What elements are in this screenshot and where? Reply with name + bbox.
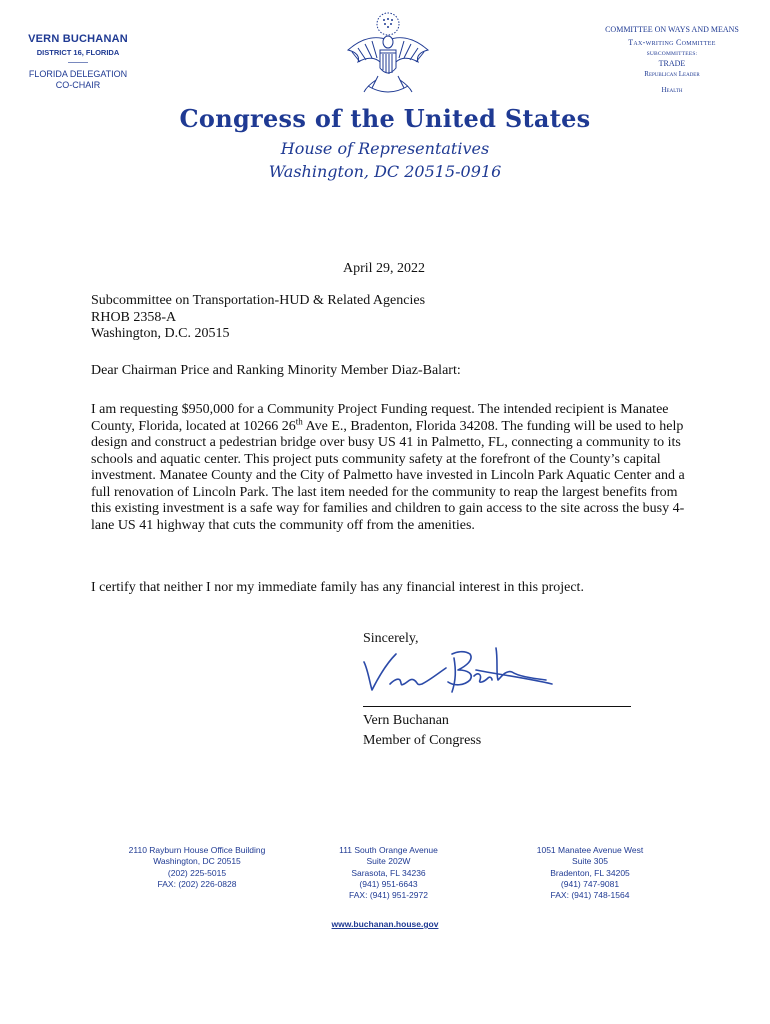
district-label: DISTRICT 16, FLORIDA [36, 48, 120, 57]
footer-line: 111 South Orange Avenue [339, 845, 438, 855]
subcommittee-trade: TRADE [658, 59, 686, 68]
footer-line: FAX: (941) 951-2972 [349, 890, 428, 901]
website-link[interactable]: www.buchanan.house.gov [331, 919, 439, 929]
footer-line: Suite 202W [366, 856, 411, 867]
recipient-line: Washington, D.C. 20515 [91, 326, 230, 341]
signer-title: Member of Congress [363, 733, 482, 748]
footer-line: (941) 747-9081 [560, 878, 620, 889]
subcommittee-health: Health [661, 86, 683, 94]
footer-office-washington [112, 845, 282, 890]
footer-line: (941) 951-6643 [359, 878, 418, 889]
footer-line: FAX: (941) 748-1564 [550, 890, 630, 901]
footer-line: (202) 225-5015 [167, 867, 227, 878]
footer-line: 1051 Manatee Avenue West [536, 845, 644, 855]
committee-name: COMMITTEE ON WAYS AND MEANS [605, 25, 739, 34]
delegation-line-1: FLORIDA DELEGATION [28, 69, 128, 79]
footer-line: Washington, DC 20515 [153, 856, 241, 867]
salutation: Dear Chairman Price and Ranking Minority Member Diaz-Balart: [91, 363, 461, 378]
request-paragraph [91, 402, 691, 534]
footer-office-sarasota [316, 845, 461, 901]
signature-line [363, 706, 631, 707]
footer-line: Sarasota, FL 34236 [351, 867, 426, 878]
signer-name: Vern Buchanan [363, 713, 449, 728]
ordinal-suffix: th [295, 415, 303, 426]
paragraph-text: Ave E., Bradenton, Florida 34208. The funding will be used to help design and construct a pedestrian bridge over busy US 41 in Palmetto, FL, connecting a community to its schools and aquatic center. This project puts community safety at the forefront of the County’s capital investment. Manatee County and the City of Palmetto have invested in Lincoln Park Aquatic Center and a full renovation of Lincoln Park. The last item needed for the community to reap the largest benefits from this existing investment is a safe way for families and children to gain access to the site across the busy 4-lane US 41 highway that cuts the community off from the amenities. [91, 418, 685, 533]
recipient-line: RHOB 2358-A [91, 309, 177, 325]
subcommittees-label: SUBCOMMITTEES: [646, 51, 698, 57]
footer-office-bradenton [515, 845, 665, 901]
footer-line: Bradenton, FL 34205 [550, 867, 630, 878]
republican-leader-label: Republican Leader [644, 70, 700, 78]
recipient-address [91, 293, 425, 343]
certification-paragraph: I certify that neither I nor my immediate family has any financial interest in this project. [91, 580, 584, 595]
congress-title: Congress of the United States [179, 104, 591, 133]
tax-committee-label: Tax-writing Committee [628, 38, 716, 47]
house-of-representatives: House of Representatives [280, 139, 490, 158]
handwritten-signature [356, 640, 556, 702]
delegation-line-2: CO-CHAIR [55, 80, 101, 90]
divider [68, 62, 88, 63]
recipient-line: Subcommittee on Transportation-HUD & Related Agencies [91, 293, 426, 308]
paragraph-text: I am requesting $950,000 for a Community Project Funding request. The intended recipient is Manatee County, Florida, located at 10266 26 [91, 402, 669, 434]
footer-line: FAX: (202) 226-0828 [157, 878, 237, 889]
closing: Sincerely, [363, 631, 419, 646]
washington-dc-address: Washington, DC 20515-0916 [268, 162, 502, 181]
great-seal-eagle-icon [338, 6, 438, 106]
letterhead-left [22, 33, 134, 91]
member-name-header: VERN BUCHANAN [28, 33, 128, 45]
letterhead-right [592, 25, 752, 94]
footer-line: 2110 Rayburn House Office Building [128, 845, 266, 855]
footer-line: Suite 305 [572, 856, 608, 867]
letter-date: April 29, 2022 [343, 261, 426, 276]
